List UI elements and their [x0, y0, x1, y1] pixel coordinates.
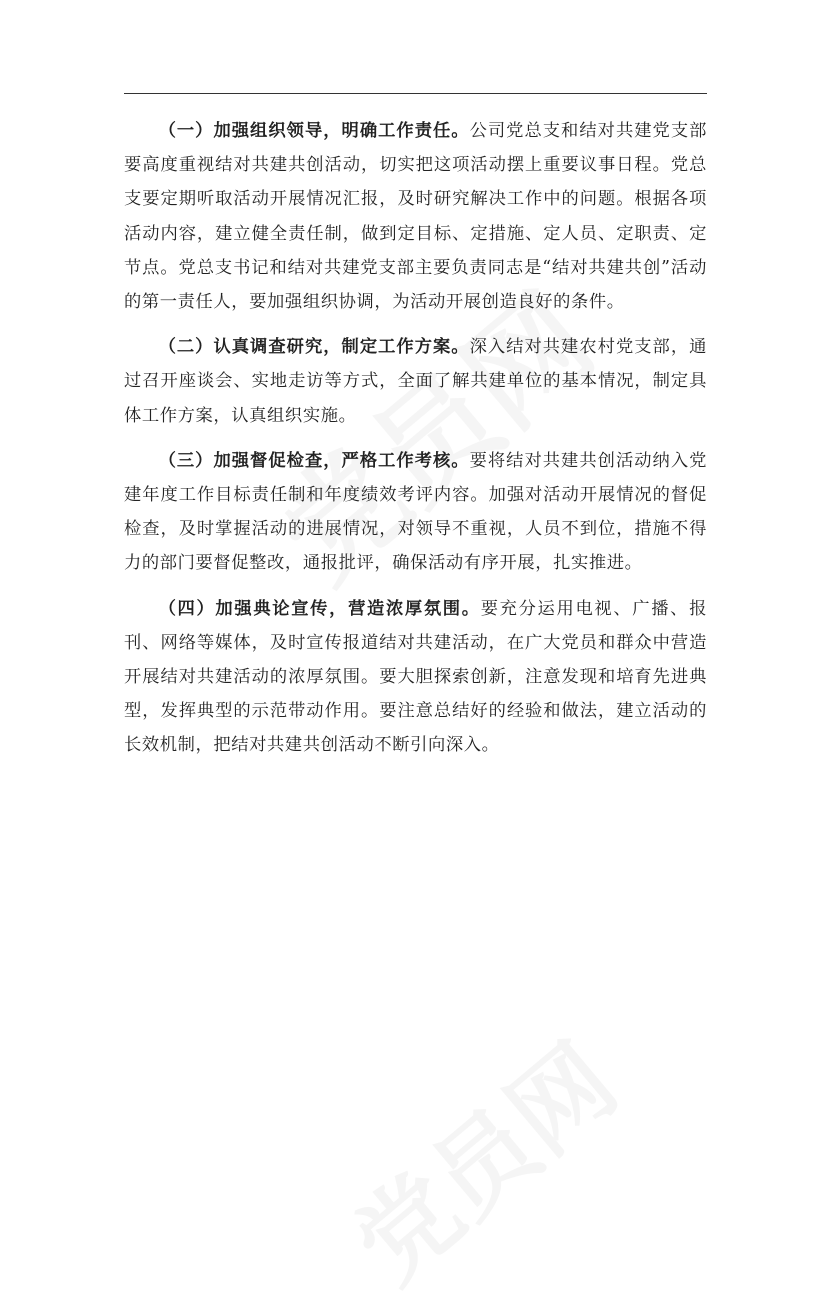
- watermark-logo: [319, 1005, 641, 1308]
- paragraph-2-heading: （二）认真调查研究，制定工作方案。: [158, 337, 470, 358]
- header-divider: [124, 93, 707, 94]
- paragraph-3: [124, 444, 707, 581]
- paragraph-2-text: 深入结对共建农村党支部，通过召开座谈会、实地走访等方式，全面了解共建单位的基本情况，制定具体工作方案，认真组织实施。: [124, 337, 707, 426]
- paragraph-1-text: 公司党总支和结对共建党支部要高度重视结对共建共创活动，切实把这项活动摆上重要议事日程。党总支要定期听取活动开展情况汇报，及时研究解决工作中的问题。根据各项活动内容，建立健全责任制，做到定目标、定措施、定人员、定职责、定节点。党总支书记和结对共建党支部主要负责同志是“结对共建共创”活动的第一责任人，要加强组织协调，为活动开展创造良好的条件。: [124, 121, 707, 313]
- paragraph-1: [124, 114, 707, 319]
- paragraph-4-heading: （四）加强典论宣传，营造浓厚氛围。: [158, 598, 481, 619]
- paragraph-2: [124, 330, 707, 433]
- paragraph-3-heading: （三）加强督促检查，严格工作考核。: [158, 450, 470, 471]
- document-body: [124, 114, 707, 774]
- paragraph-1-heading: （一）加强组织领导，明确工作责任。: [158, 121, 470, 141]
- paragraph-4: [124, 592, 707, 763]
- paragraph-3-text: 要将结对共建共创活动纳入党建年度工作目标责任制和年度绩效考评内容。加强对活动开展情况的督促检查，及时掌握活动的进展情况，对领导不重视，人员不到位，措施不得力的部门要督促整改，通报批评，确保活动有序开展，扎实推进。: [124, 450, 707, 574]
- paragraph-4-text: 要充分运用电视、广播、报刊、网络等媒体，及时宣传报道结对共建活动，在广大党员和群众中营造开展结对共建活动的浓厚氛围。要大胆探索创新，注意发现和培育先进典型，发挥典型的示范带动作用。要注意总结好的经验和做法，建立活动的长效机制，把结对共建共创活动不断引向深入。: [124, 598, 708, 756]
